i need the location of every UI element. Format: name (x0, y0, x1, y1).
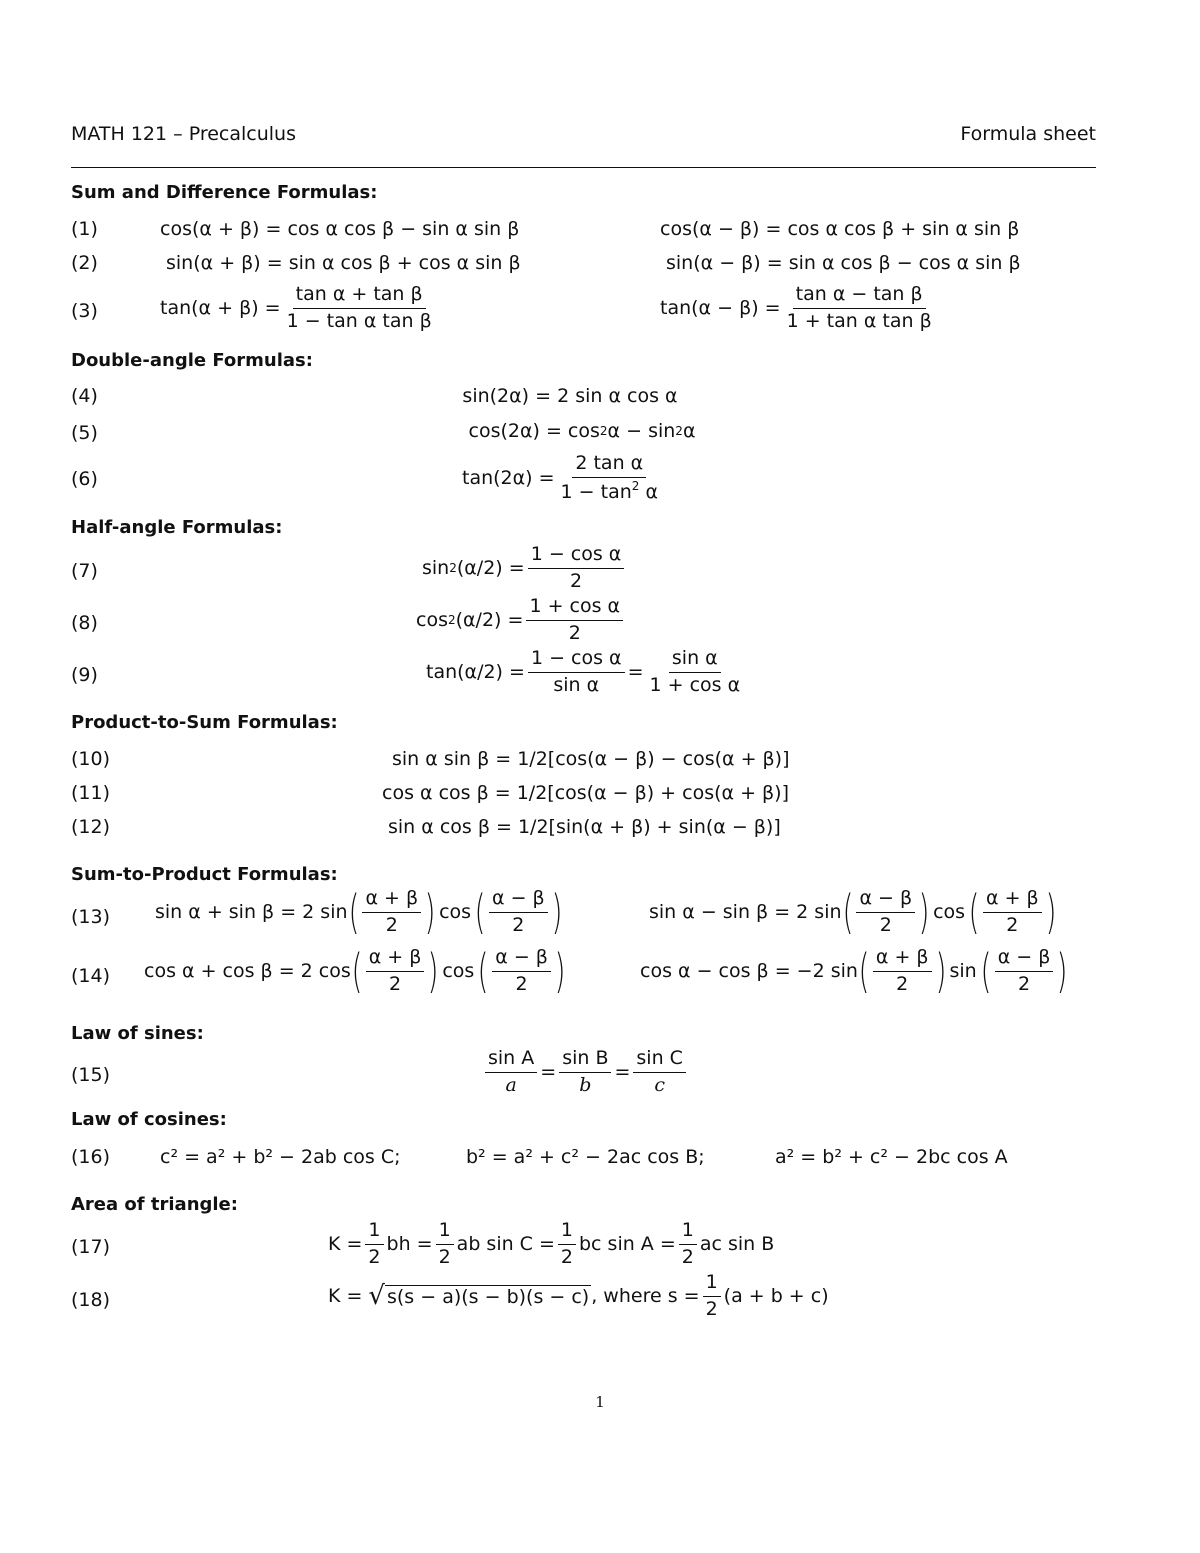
radicand: s(s − a)(s − b)(s − c) (387, 1285, 590, 1308)
formula-number-11: (11) (71, 782, 111, 804)
sheet-title: Formula sheet (960, 123, 1096, 145)
fraction-half (679, 1220, 697, 1269)
formula-5-mid: α − sin (607, 420, 676, 442)
fraction-numerator: tan α + tan β (293, 284, 426, 309)
fraction-denominator: 2 (515, 972, 528, 995)
cos-word: cos (439, 901, 472, 924)
formula-13b (649, 885, 1057, 940)
exponent: 2 (599, 424, 608, 438)
formula-number-4: (4) (71, 385, 98, 407)
right-paren: ) (1056, 944, 1068, 999)
formula-2a: sin(α + β) = sin α cos β + cos α sin β (166, 252, 521, 274)
fraction-denominator: a (505, 1073, 517, 1096)
exponent: 2 (449, 561, 457, 576)
formula-11: cos α cos β = 1/2[cos(α − β) + cos(α + β)] (382, 782, 789, 804)
formula-number-18: (18) (71, 1289, 111, 1311)
right-paren: ) (424, 885, 436, 940)
formula-6-fraction (558, 453, 661, 504)
fraction-numerator: 1 − cos α (528, 648, 625, 673)
fraction-numerator: 1 (679, 1220, 697, 1245)
formula-7-fraction (528, 544, 625, 593)
equals-sign: = (540, 1061, 557, 1084)
left-paren: ( (351, 944, 363, 999)
den-part: α (639, 480, 658, 503)
square-root (368, 1281, 591, 1312)
fraction-numerator: sin B (559, 1048, 611, 1073)
fraction (559, 1048, 611, 1097)
fraction (492, 947, 551, 996)
fraction-numerator: α − β (995, 947, 1054, 972)
section-law-of-sines: Law of sines: (71, 1023, 204, 1044)
fraction-numerator: sin C (633, 1048, 686, 1073)
formula-7 (422, 544, 627, 593)
formula-17-k: K = (328, 1233, 363, 1256)
fraction (873, 947, 932, 996)
fraction-half (436, 1220, 454, 1269)
formula-number-10: (10) (71, 748, 111, 770)
formula-number-9: (9) (71, 664, 98, 686)
formula-number-16: (16) (71, 1146, 111, 1168)
formula-number-7: (7) (71, 560, 98, 582)
left-paren: ( (348, 885, 359, 940)
formula-3b (660, 284, 938, 333)
section-double-angle: Double-angle Formulas: (71, 350, 313, 371)
formula-15 (482, 1048, 689, 1097)
formula-number-17: (17) (71, 1236, 111, 1258)
fraction-denominator: 1 + cos α (649, 673, 741, 696)
fraction-denominator: b (579, 1073, 592, 1096)
fraction-numerator: 1 (436, 1220, 454, 1245)
formula-14a (144, 944, 566, 999)
header-rule (71, 167, 1096, 168)
formula-number-12: (12) (71, 816, 111, 838)
right-paren: ) (1045, 885, 1057, 940)
formula-7-lhs-a: sin (422, 557, 450, 580)
formula-18 (328, 1272, 829, 1321)
fraction-denominator: 2 (438, 1245, 451, 1268)
fraction-numerator: 1 (365, 1220, 383, 1245)
fraction-denominator: 2 (560, 1245, 573, 1268)
fraction-denominator: 2 (368, 1245, 381, 1268)
exponent: 2 (675, 424, 683, 438)
formula-6 (462, 453, 664, 504)
formula-14b-lhs: cos α − cos β = −2 sin (640, 960, 858, 983)
formula-18-where: , where s = (591, 1285, 700, 1308)
fraction (633, 1048, 686, 1097)
radical-sign-icon: √ (368, 1281, 385, 1312)
fraction-denominator: 2 (705, 1297, 718, 1320)
formula-1b: cos(α − β) = cos α cos β + sin α sin β (660, 218, 1020, 240)
fraction (366, 947, 425, 996)
formula-8-lhs-b: (α/2) = (455, 609, 524, 632)
formula-5 (469, 420, 696, 442)
formula-number-3: (3) (71, 300, 98, 322)
fraction-denominator: 2 (569, 569, 583, 592)
formula-3b-lhs: tan(α − β) = (660, 297, 781, 320)
fraction (983, 888, 1042, 937)
formula-16a: c² = a² + b² − 2ab cos C; (160, 1146, 401, 1168)
formula-number-14: (14) (71, 965, 111, 987)
formula-8-lhs-a: cos (416, 609, 448, 632)
formula-17-term3: bc sin A = (579, 1233, 676, 1256)
fraction-numerator: α + β (983, 888, 1042, 913)
formula-18-end: (a + b + c) (723, 1285, 829, 1308)
formula-8 (416, 596, 626, 645)
section-half-angle: Half-angle Formulas: (71, 517, 283, 538)
left-paren: ( (968, 885, 980, 940)
section-product-to-sum: Product-to-Sum Formulas: (71, 712, 338, 733)
formula-number-2: (2) (71, 252, 98, 274)
right-paren: ) (551, 885, 563, 940)
fraction-half (558, 1220, 576, 1269)
fraction-numerator: α + β (362, 888, 421, 913)
fraction-numerator: 2 tan α (572, 453, 646, 478)
formula-number-8: (8) (71, 612, 98, 634)
formula-16b: b² = a² + c² − 2ac cos B; (466, 1146, 705, 1168)
formula-9-lhs: tan(α/2) = (426, 661, 525, 684)
formula-2b: sin(α − β) = sin α cos β − cos α sin β (666, 252, 1021, 274)
formula-17-term1: bh = (386, 1233, 433, 1256)
section-sum-to-product: Sum-to-Product Formulas: (71, 864, 338, 885)
fraction (856, 888, 915, 937)
formula-1a: cos(α + β) = cos α cos β − sin α sin β (160, 218, 520, 240)
formula-18-k: K = (328, 1285, 363, 1308)
formula-12: sin α cos β = 1/2[sin(α + β) + sin(α − β)] (388, 816, 781, 838)
right-paren: ) (935, 944, 946, 999)
fraction-numerator: 1 − cos α (528, 544, 625, 569)
fraction-denominator: 2 (568, 621, 581, 644)
fraction-numerator: tan α − tan β (793, 284, 926, 309)
formula-8-fraction (526, 596, 623, 645)
fraction-numerator: α − β (489, 888, 548, 913)
section-law-of-cosines: Law of cosines: (71, 1109, 227, 1130)
formula-16c: a² = b² + c² − 2bc cos A (775, 1146, 1008, 1168)
right-paren: ) (554, 944, 566, 999)
cos-word: cos (442, 960, 475, 983)
formula-17-term2: ab sin C = (456, 1233, 555, 1256)
fraction-numerator: α + β (366, 947, 425, 972)
formula-17 (328, 1220, 774, 1269)
fraction-numerator: 1 (558, 1220, 576, 1245)
fraction-numerator: α − β (492, 947, 551, 972)
formula-13a (155, 885, 563, 940)
fraction-denominator: 1 − tan α tan β (286, 309, 432, 332)
formula-number-6: (6) (71, 468, 98, 490)
fraction-denominator (558, 478, 661, 504)
formula-9 (426, 648, 746, 697)
section-area-of-triangle: Area of triangle: (71, 1194, 238, 1215)
formula-13a-lhs: sin α + sin β = 2 sin (155, 901, 348, 924)
page-number: 1 (595, 1393, 605, 1411)
fraction-numerator: 1 (703, 1272, 721, 1297)
fraction-denominator: 2 (1006, 913, 1019, 936)
fraction-denominator: 2 (385, 913, 398, 936)
left-paren: ( (474, 885, 486, 940)
fraction-denominator: 2 (512, 913, 525, 936)
right-paren: ) (427, 944, 439, 999)
formula-14b (640, 944, 1068, 999)
formula-5-lhs: cos(2α) = cos (468, 420, 600, 442)
formula-number-5: (5) (71, 422, 98, 444)
exponent: 2 (447, 613, 456, 628)
fraction-denominator: 2 (896, 972, 909, 995)
fraction-numerator: α − β (856, 888, 915, 913)
fraction (362, 888, 421, 937)
fraction-half (703, 1272, 721, 1321)
fraction-denominator: c (654, 1073, 665, 1096)
den-part: 1 − tan (560, 480, 632, 503)
section-sum-difference: Sum and Difference Formulas: (71, 182, 378, 203)
equals-sign: = (627, 661, 644, 684)
fraction (485, 1048, 537, 1097)
equals-sign: = (614, 1061, 631, 1084)
fraction (995, 947, 1054, 996)
formula-7-lhs-b: (α/2) = (456, 557, 525, 580)
left-paren: ( (477, 944, 489, 999)
right-paren: ) (918, 885, 930, 940)
formula-17-term4: ac sin B (699, 1233, 775, 1256)
formula-3b-fraction (784, 284, 935, 333)
fraction (489, 888, 548, 937)
left-paren: ( (842, 885, 853, 940)
sin-word: sin (949, 960, 977, 983)
fraction-denominator: sin α (553, 673, 600, 696)
fraction-numerator: α + β (873, 947, 932, 972)
formula-number-15: (15) (71, 1064, 111, 1086)
formula-number-1: (1) (71, 218, 98, 240)
formula-5-end: α (682, 420, 696, 442)
fraction-numerator: sin A (485, 1048, 537, 1073)
fraction-denominator: 2 (879, 913, 892, 936)
left-paren: ( (980, 944, 992, 999)
fraction-numerator: sin α (669, 648, 721, 673)
formula-3a-lhs: tan(α + β) = (160, 297, 281, 320)
formula-9-fraction-2 (646, 648, 743, 697)
exponent: 2 (631, 478, 640, 493)
fraction-denominator: 2 (389, 972, 402, 995)
formula-10: sin α sin β = 1/2[cos(α − β) − cos(α + β)] (392, 748, 790, 770)
fraction-half (365, 1220, 383, 1269)
formula-4: sin(2α) = 2 sin α cos α (462, 385, 678, 407)
formula-3a (160, 284, 438, 333)
fraction-denominator: 2 (681, 1245, 694, 1268)
formula-6-lhs: tan(2α) = (462, 467, 555, 490)
formula-14a-lhs: cos α + cos β = 2 cos (144, 960, 351, 983)
formula-13b-lhs: sin α − sin β = 2 sin (649, 901, 842, 924)
formula-number-13: (13) (71, 906, 111, 928)
formula-3a-fraction (284, 284, 435, 333)
formula-9-fraction-1 (528, 648, 625, 697)
cos-word: cos (933, 901, 966, 924)
fraction-denominator: 2 (1017, 972, 1031, 995)
fraction-numerator: 1 + cos α (526, 596, 623, 621)
fraction-denominator: 1 + tan α tan β (786, 309, 932, 332)
course-title: MATH 121 – Precalculus (71, 123, 296, 145)
left-paren: ( (858, 944, 870, 999)
